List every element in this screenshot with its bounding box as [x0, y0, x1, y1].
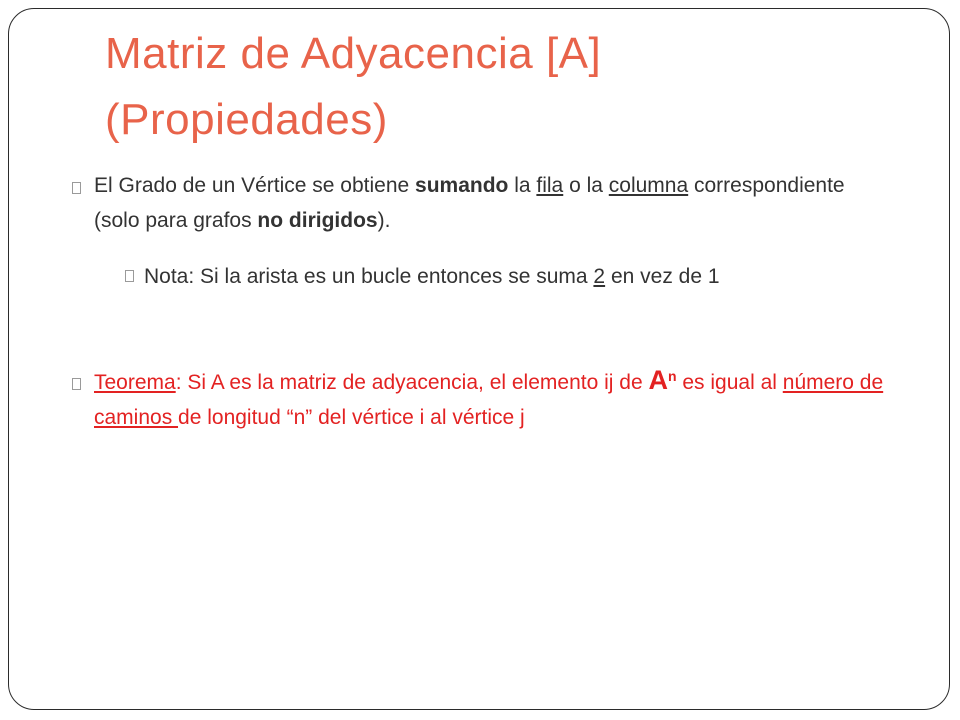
slide-title	[105, 21, 905, 153]
bullet-grado-vertice	[94, 168, 854, 238]
underlined-text: columna	[608, 174, 689, 197]
title-line-1: Matriz de Adyacencia [A]	[105, 29, 602, 78]
sub-bullet-marker-icon	[125, 270, 134, 282]
text: correspondiente (solo para grafos	[94, 174, 845, 232]
underlined-text: 2	[593, 265, 606, 288]
bullet-marker-icon	[72, 378, 81, 390]
slide-frame	[8, 8, 950, 710]
text: de longitud “n” del vértice i al vértice j	[178, 406, 525, 429]
bullet-teorema	[94, 363, 884, 435]
bold-text: no dirigidos	[257, 209, 378, 232]
text: o la	[563, 174, 609, 197]
matrix-symbol: A	[648, 365, 668, 395]
bullet-marker-icon	[72, 182, 81, 194]
underlined-text: número de caminos	[94, 371, 884, 429]
text: Nota: Si la arista es un bucle entonces se suma	[144, 265, 594, 288]
sub-bullet-nota	[144, 259, 904, 294]
text: ).	[377, 209, 391, 232]
bold-text: sumando	[415, 174, 509, 197]
underlined-text: fila	[536, 174, 564, 197]
exponent: n	[667, 368, 677, 384]
title-line-2: (Propiedades)	[105, 95, 388, 144]
text: El Grado de un Vértice se obtiene	[94, 174, 416, 197]
text: : Si A es la matriz de adyacencia, el elemento ij de	[175, 371, 649, 394]
underlined-text: Teorema	[94, 371, 176, 394]
text: es igual al	[676, 371, 783, 394]
text: la	[508, 174, 537, 197]
text: en vez de 1	[605, 265, 720, 288]
